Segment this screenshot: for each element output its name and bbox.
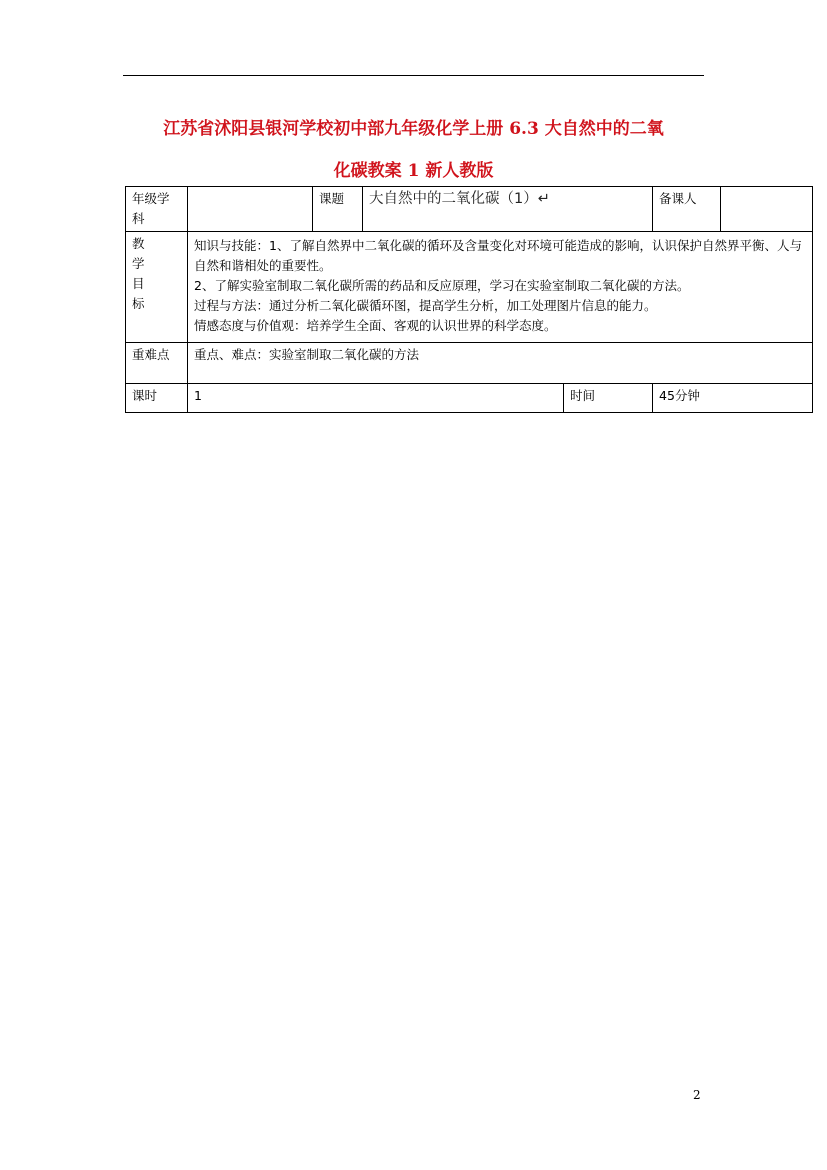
lesson-plan-table (125, 186, 813, 413)
objectives-label-char: 学 (132, 256, 145, 271)
objectives-content (188, 232, 813, 343)
table-row (126, 232, 813, 343)
table-row (126, 384, 813, 413)
header-rule (123, 75, 704, 76)
objective-attitude: 情感态度与价值观：培养学生全面、客观的认识世界的科学态度。 (194, 318, 557, 333)
objective-knowledge-2: 2、了解实验室制取二氧化碳所需的药品和反应原理，学习在实验室制取二氧化碳的方法。 (194, 278, 690, 293)
objective-knowledge: 知识与技能：1、了解自然界中二氧化碳的循环及含量变化对环境可能造成的影响，认识保护自然界平衡、人与自然和谐相处的重要性。 (194, 238, 802, 273)
table-row (126, 343, 813, 384)
objectives-label-char: 目 (132, 276, 145, 291)
preparer-value (721, 187, 813, 232)
preparer-label: 备课人 (653, 187, 721, 232)
periods-label: 课时 (126, 384, 188, 413)
grade-subject-value (188, 187, 313, 232)
document-title-line-2: 化碳教案 1 新人教版 (333, 161, 494, 181)
objectives-label (126, 232, 188, 343)
table-row (126, 187, 813, 232)
time-value: 45分钟 (653, 384, 813, 413)
grade-subject-label: 年级学科 (126, 187, 188, 232)
objectives-label-char: 标 (132, 296, 145, 311)
topic-label: 课题 (313, 187, 363, 232)
key-points-value: 重点、难点：实验室制取二氧化碳的方法 (188, 343, 813, 384)
objective-process: 过程与方法：通过分析二氧化碳循环图，提高学生分析，加工处理图片信息的能力。 (194, 298, 657, 313)
objectives-label-char: 教 (132, 236, 145, 251)
document-title-line-1: 江苏省沭阳县银河学校初中部九年级化学上册 6.3 大自然中的二氧 (163, 119, 664, 139)
time-label: 时间 (564, 384, 653, 413)
periods-value: 1 (188, 384, 564, 413)
topic-value: 大自然中的二氧化碳（1）↵ (363, 187, 653, 232)
page-number: 2 (693, 1088, 701, 1102)
key-points-label: 重难点 (126, 343, 188, 384)
